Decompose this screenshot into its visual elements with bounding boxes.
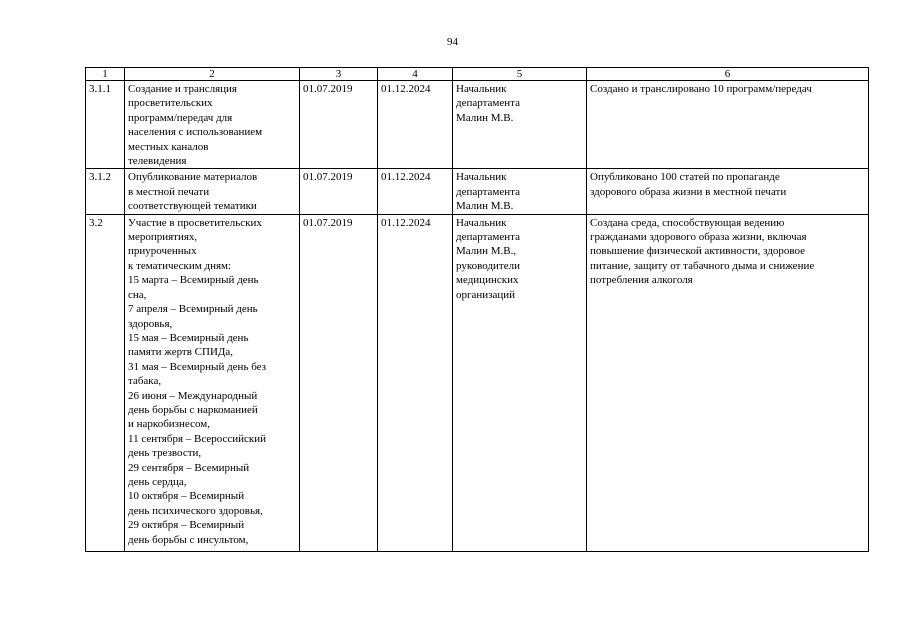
column-header: 4 <box>378 68 453 81</box>
item-number: 3.1.2 <box>86 169 125 214</box>
item-number: 3.2 <box>86 214 125 551</box>
plan-table <box>85 67 869 552</box>
item-number: 3.1.1 <box>86 81 125 169</box>
expected-result: Опубликовано 100 статей по пропаганде здорового образа жизни в местной печати <box>587 169 869 214</box>
start-date: 01.07.2019 <box>300 81 378 169</box>
end-date: 01.12.2024 <box>378 81 453 169</box>
column-header: 2 <box>125 68 300 81</box>
column-header: 6 <box>587 68 869 81</box>
end-date: 01.12.2024 <box>378 169 453 214</box>
responsible-person: Начальник департамента Малин М.В. <box>453 169 587 214</box>
page-number: 94 <box>447 36 458 48</box>
responsible-person: Начальник департамента Малин М.В., руководители медицинских организаций <box>453 214 587 551</box>
header-row <box>86 68 869 81</box>
expected-result: Создано и транслировано 10 программ/передач <box>587 81 869 169</box>
activity-description: Участие в просветительских мероприятиях, приуроченных к тематическим дням: 15 марта – Всемирный день сна, 7 апреля – Всемирный день здоровья, 15 мая – Всемирный день памяти жертв СПИДа, 31 мая – Всемирный день без табака, 26 июня – Международный день борьбы с наркоманией и наркобизнесом, 11 сентября – Всероссийский день трезвости, 29 сентября – Всемирный день сердца, 10 октября – Всемирный день психического здоровья, 29 октября – Всемирный день борьбы с инсультом, <box>125 214 300 551</box>
table-row <box>86 81 869 169</box>
table-row <box>86 214 869 551</box>
column-header: 5 <box>453 68 587 81</box>
activity-description: Создание и трансляция просветительских программ/передач для населения с использованием местных каналов телевидения <box>125 81 300 169</box>
column-header: 3 <box>300 68 378 81</box>
start-date: 01.07.2019 <box>300 169 378 214</box>
table-row <box>86 169 869 214</box>
expected-result: Создана среда, способствующая ведению гражданами здорового образа жизни, включая повышение физической активности, здоровое питание, защиту от табачного дыма и снижение потребления алкоголя <box>587 214 869 551</box>
end-date: 01.12.2024 <box>378 214 453 551</box>
activity-description: Опубликование материалов в местной печати соответствующей тематики <box>125 169 300 214</box>
column-header: 1 <box>86 68 125 81</box>
start-date: 01.07.2019 <box>300 214 378 551</box>
responsible-person: Начальник департамента Малин М.В. <box>453 81 587 169</box>
